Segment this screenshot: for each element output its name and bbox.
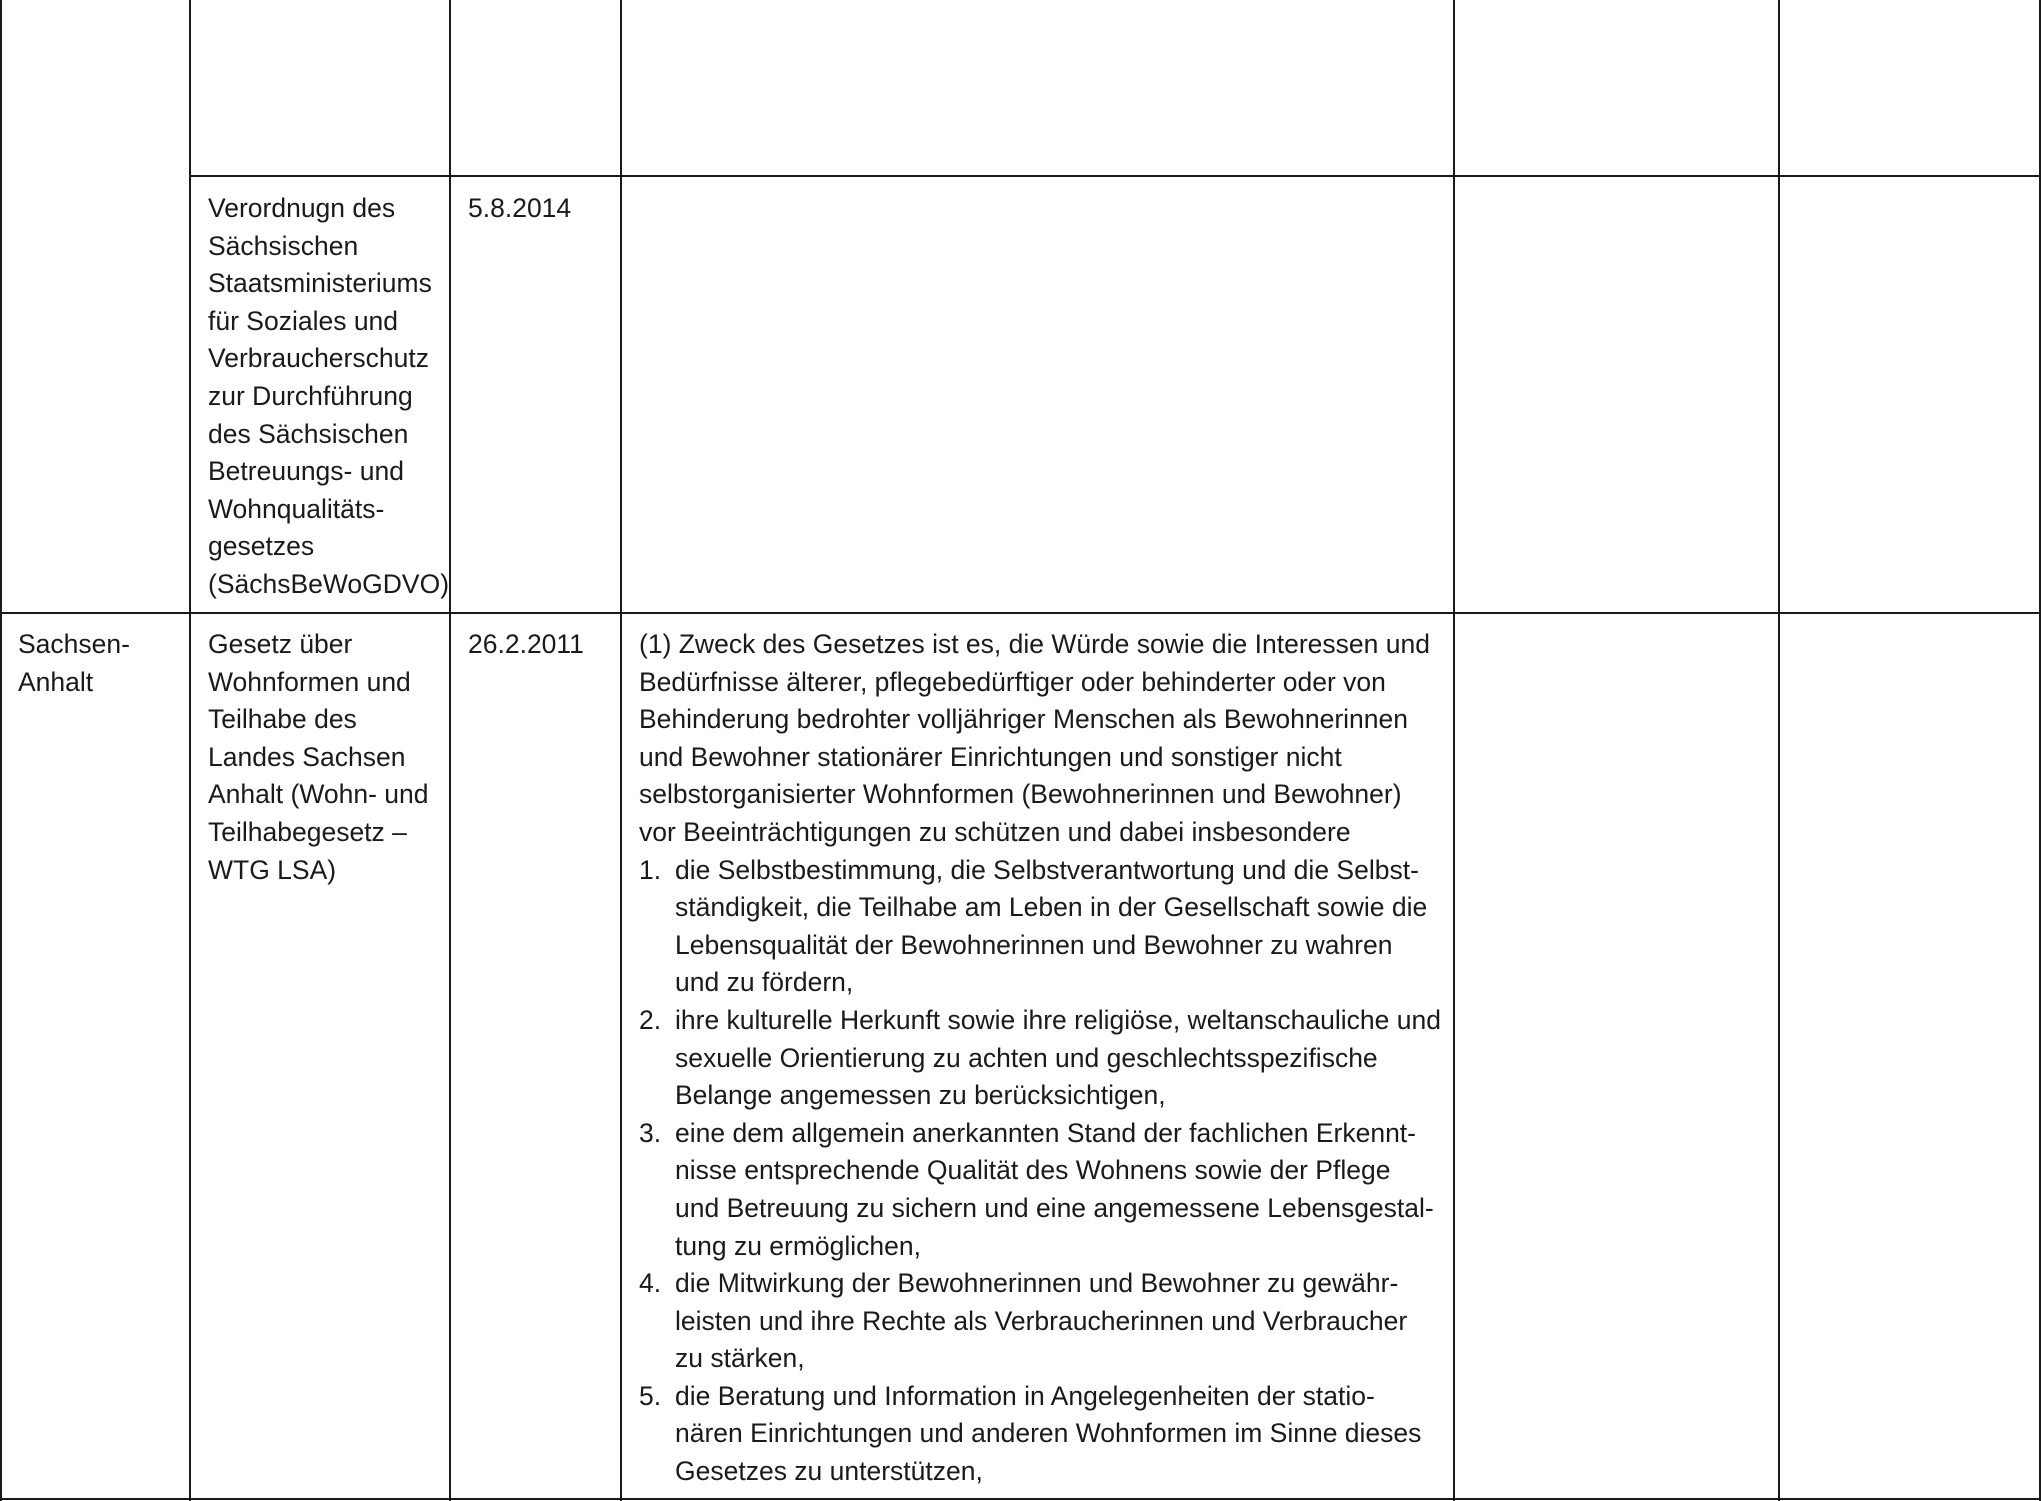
law-title-line: zur Durchführung [208,380,413,411]
law-title-line: des Sächsischen [208,418,409,449]
purpose-intro-line: und Bewohner stationärer Einrichtungen und sonstiger nicht [639,741,1342,772]
list-item-number: 2. [639,1004,662,1035]
list-item-first-line [639,852,1441,890]
column-divider-5 [1778,0,1780,1501]
table-border-left [0,0,2,1501]
list-item-number: 3. [639,1117,662,1148]
list-item-number: 1. [639,854,662,885]
law-title-line: Betreuungs- und [208,456,404,487]
list-item-continuation-line: tung zu ermöglichen, [675,1230,922,1261]
purpose-list-item [639,1265,1441,1378]
purpose-text-cell [639,626,1441,1491]
law-title-line: WTG LSA) [208,854,337,885]
state-name-line: Sachsen- [18,629,130,659]
date-text: 26.2.2011 [468,629,584,659]
list-item-continuation-line: nären Einrichtungen und anderen Wohnformen im Sinne dieses [675,1418,1422,1449]
list-item-text: die Beratung und Information in Angelegenheiten der statio- [675,1380,1375,1411]
list-item-continuation-line: leisten und ihre Rechte als Verbraucherinnen und Verbraucher [675,1305,1408,1336]
column-divider-1 [189,0,191,1501]
list-item-number: 4. [639,1268,662,1299]
law-title-line: Staatsministeriums [208,268,432,299]
law-title-line: Gesetz über [208,629,353,659]
list-item-first-line [639,1115,1441,1153]
column-divider-3 [620,0,622,1501]
list-item-continuation-line: Gesetzes zu unterstützen, [675,1456,983,1487]
law-title-cell [208,626,428,889]
state-name-line: Anhalt [18,666,94,697]
law-title-line: (SächsBeWoGDVO) [208,568,450,599]
purpose-intro-line: selbstorganisierter Wohnformen (Bewohnerinnen und Bewohner) [639,779,1402,810]
law-title-line: Anhalt (Wohn- und [208,779,429,810]
purpose-list-item [639,1378,1441,1491]
law-title-line: Wohnqualitäts- [208,493,385,524]
purpose-intro-line: Behinderung bedrohter volljähriger Menschen als Bewohnerinnen [639,704,1408,735]
law-title-line: Verordnugn des [208,193,396,223]
law-title-line: Verbraucherschutz [208,343,429,374]
law-title-line: für Soziales und [208,305,399,336]
list-item-first-line [639,1378,1441,1416]
purpose-list-item [639,852,1441,1002]
law-title-line: Sächsischen [208,230,359,261]
purpose-intro-line: vor Beeinträchtigungen zu schützen und dabei insbesondere [639,816,1351,847]
law-title-line: gesetzes [208,531,315,562]
list-item-number: 5. [639,1380,662,1411]
list-item-continuation-line: und Betreuung zu sichern und eine angemessene Lebensgestal- [675,1192,1434,1223]
purpose-intro-line: Bedürfnisse älterer, pflegebedürftiger oder behinderter oder von [639,666,1386,697]
row-divider-2 [0,612,2041,614]
list-item-first-line [639,1002,1441,1040]
list-item-continuation-line: sexuelle Orientierung zu achten und geschlechtsspezifische [675,1042,1378,1073]
list-item-text: eine dem allgemein anerkannten Stand der fachlichen Erkennt- [675,1117,1416,1148]
list-item-text: die Selbstbestimmung, die Selbstverantwortung und die Selbst- [675,854,1419,885]
list-item-continuation-line: zu stärken, [675,1343,805,1374]
list-item-continuation-line: und zu fördern, [675,967,854,998]
list-item-continuation-line: nisse entsprechende Qualität des Wohnens sowie der Pflege [675,1155,1391,1186]
column-divider-2 [449,0,451,1501]
column-divider-4 [1453,0,1455,1501]
row-divider-1 [189,175,2041,177]
law-title-line: Teilhabe des [208,704,357,735]
law-title-line: Teilhabegesetz – [208,816,407,847]
purpose-list-item [639,1002,1441,1115]
date-text: 5.8.2014 [468,193,572,223]
law-title-cell [208,190,449,604]
date-cell [468,626,584,664]
purpose-intro-line: (1) Zweck des Gesetzes ist es, die Würde sowie die Interessen und [639,629,1430,659]
state-cell [18,626,130,701]
list-item-first-line [639,1265,1441,1303]
list-item-continuation-line: Belange angemessen zu berücksichtigen, [675,1080,1166,1111]
law-title-line: Wohnformen und [208,666,411,697]
purpose-list-item [639,1115,1441,1265]
date-cell [468,190,571,228]
list-item-continuation-line: Lebensqualität der Bewohnerinnen und Bewohner zu wahren [675,929,1393,960]
list-item-continuation-line: ständigkeit, die Teilhabe am Leben in der Gesellschaft sowie die [675,892,1428,923]
table-border-bottom [0,1498,2041,1500]
list-item-text: ihre kulturelle Herkunft sowie ihre religiöse, weltanschauliche und [675,1004,1441,1035]
law-title-line: Landes Sachsen [208,741,406,772]
list-item-text: die Mitwirkung der Bewohnerinnen und Bewohner zu gewähr- [675,1268,1399,1299]
